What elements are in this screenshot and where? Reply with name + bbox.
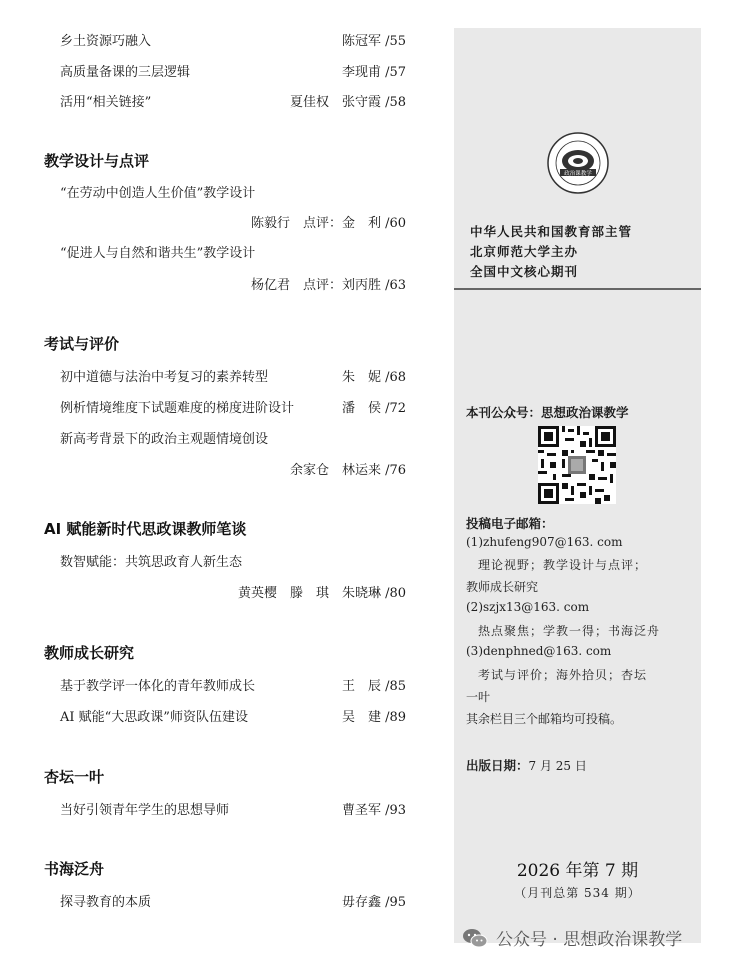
- toc-entry-title[interactable]: “在劳动中创造人生价值”教学设计: [60, 186, 256, 201]
- email-columns: 热点聚焦；学教一得；书海泛舟: [478, 624, 661, 638]
- journal-info-sidebar: [454, 28, 701, 943]
- toc-entry-title: AI 赋能“大思政课”师资队伍建设: [60, 710, 248, 725]
- toc-entry-title[interactable]: 数智赋能：共筑思政育人新生态: [60, 555, 243, 570]
- journal-logo: [546, 131, 610, 195]
- toc-entry-title[interactable]: “促进人与自然和谐共生”教学设计: [60, 246, 256, 261]
- submission-email-label: 投稿电子邮箱：: [466, 516, 554, 531]
- section-heading: 教师成长研究: [44, 644, 135, 662]
- toc-entry-title: 例析情境维度下试题难度的梯度进阶设计: [60, 401, 295, 416]
- sponsor-line: 北京师范大学主办: [470, 244, 579, 259]
- publication-date-label: 出版日期：: [466, 758, 529, 773]
- email-address[interactable]: (1)zhufeng907@163. com: [466, 535, 623, 549]
- section-heading: 考试与评价: [44, 335, 120, 353]
- toc-entry-authors: 李现甫 /57: [341, 65, 406, 80]
- wechat-icon: [462, 928, 488, 948]
- toc-entry-authors: 余家仓 林运来 /76: [289, 463, 406, 478]
- toc-entry-authors: 杨亿君 点评：刘丙胜 /63: [250, 278, 406, 293]
- section-heading: 杏坛一叶: [44, 768, 105, 786]
- wechat-account-label: 本刊公众号：思想政治课教学: [466, 405, 629, 420]
- toc-entry-title: 基于教学评一体化的青年教师成长: [60, 679, 256, 694]
- section-heading: 教学设计与点评: [44, 152, 150, 170]
- email-columns: 理论视野；教学设计与点评；: [478, 558, 648, 572]
- toc-entry-title: 当好引领青年学生的思想导师: [60, 803, 230, 818]
- email-note: 其余栏目三个邮箱均可投稿。: [466, 712, 623, 726]
- sponsor-line: 中华人民共和国教育部主管: [470, 224, 633, 239]
- toc-entry-authors: 陈毅行 点评：金 利 /60: [250, 216, 406, 231]
- toc-entry-authors: 黄英樱 滕 琪 朱晓琳 /80: [237, 586, 406, 601]
- email-columns: 一叶: [466, 690, 491, 704]
- section-heading: 书海泛舟: [44, 860, 105, 878]
- toc-entry-authors: 王 辰 /85: [341, 679, 406, 694]
- qr-code-icon[interactable]: [538, 426, 616, 504]
- divider: [454, 288, 701, 290]
- toc-entry-title[interactable]: 新高考背景下的政治主观题情境创设: [60, 432, 269, 447]
- publication-date-value: 7 月 25 日: [528, 759, 587, 773]
- toc-entry-title: 探寻教育的本质: [60, 895, 152, 910]
- sponsor-line: 全国中文核心期刊: [470, 264, 579, 279]
- watermark-text: 公众号 · 思想政治课教学: [496, 930, 683, 950]
- issue-number: 2026 年第 7 期: [516, 861, 639, 881]
- toc-entry-authors: 吴 建 /89: [341, 710, 406, 725]
- svg-text:政治课教学: 政治课教学: [564, 171, 592, 177]
- toc-entry-authors: 潘 侯 /72: [341, 401, 406, 416]
- toc-entry-title: 高质量备课的三层逻辑: [60, 65, 191, 80]
- watermark: [462, 925, 682, 950]
- toc-entry-authors: 陈冠军 /55: [341, 34, 406, 49]
- toc-entry-title: 乡土资源巧融入: [60, 34, 152, 49]
- toc-entry-authors: 夏佳权 张守霞 /58: [289, 95, 406, 110]
- toc-entry-authors: 曹圣军 /93: [341, 803, 406, 818]
- email-columns: 教师成长研究: [466, 580, 539, 594]
- email-columns: 考试与评价；海外拾贝；杏坛: [478, 668, 648, 682]
- section-heading: AI 赋能新时代思政课教师笔谈: [44, 520, 247, 538]
- email-address[interactable]: (3)denphned@163. com: [466, 644, 612, 658]
- toc-entry-title: 活用“相关链接”: [60, 95, 152, 110]
- toc-entry-authors: 朱 妮 /68: [341, 370, 406, 385]
- toc-entry-authors: 毋存鑫 /95: [341, 895, 406, 910]
- publication-date: [466, 756, 587, 774]
- toc-entry-title: 初中道德与法治中考复习的素养转型: [60, 370, 269, 385]
- email-address[interactable]: (2)szjx13@163. com: [466, 600, 590, 614]
- issue-total: （月刊总第 534 期）: [514, 886, 641, 900]
